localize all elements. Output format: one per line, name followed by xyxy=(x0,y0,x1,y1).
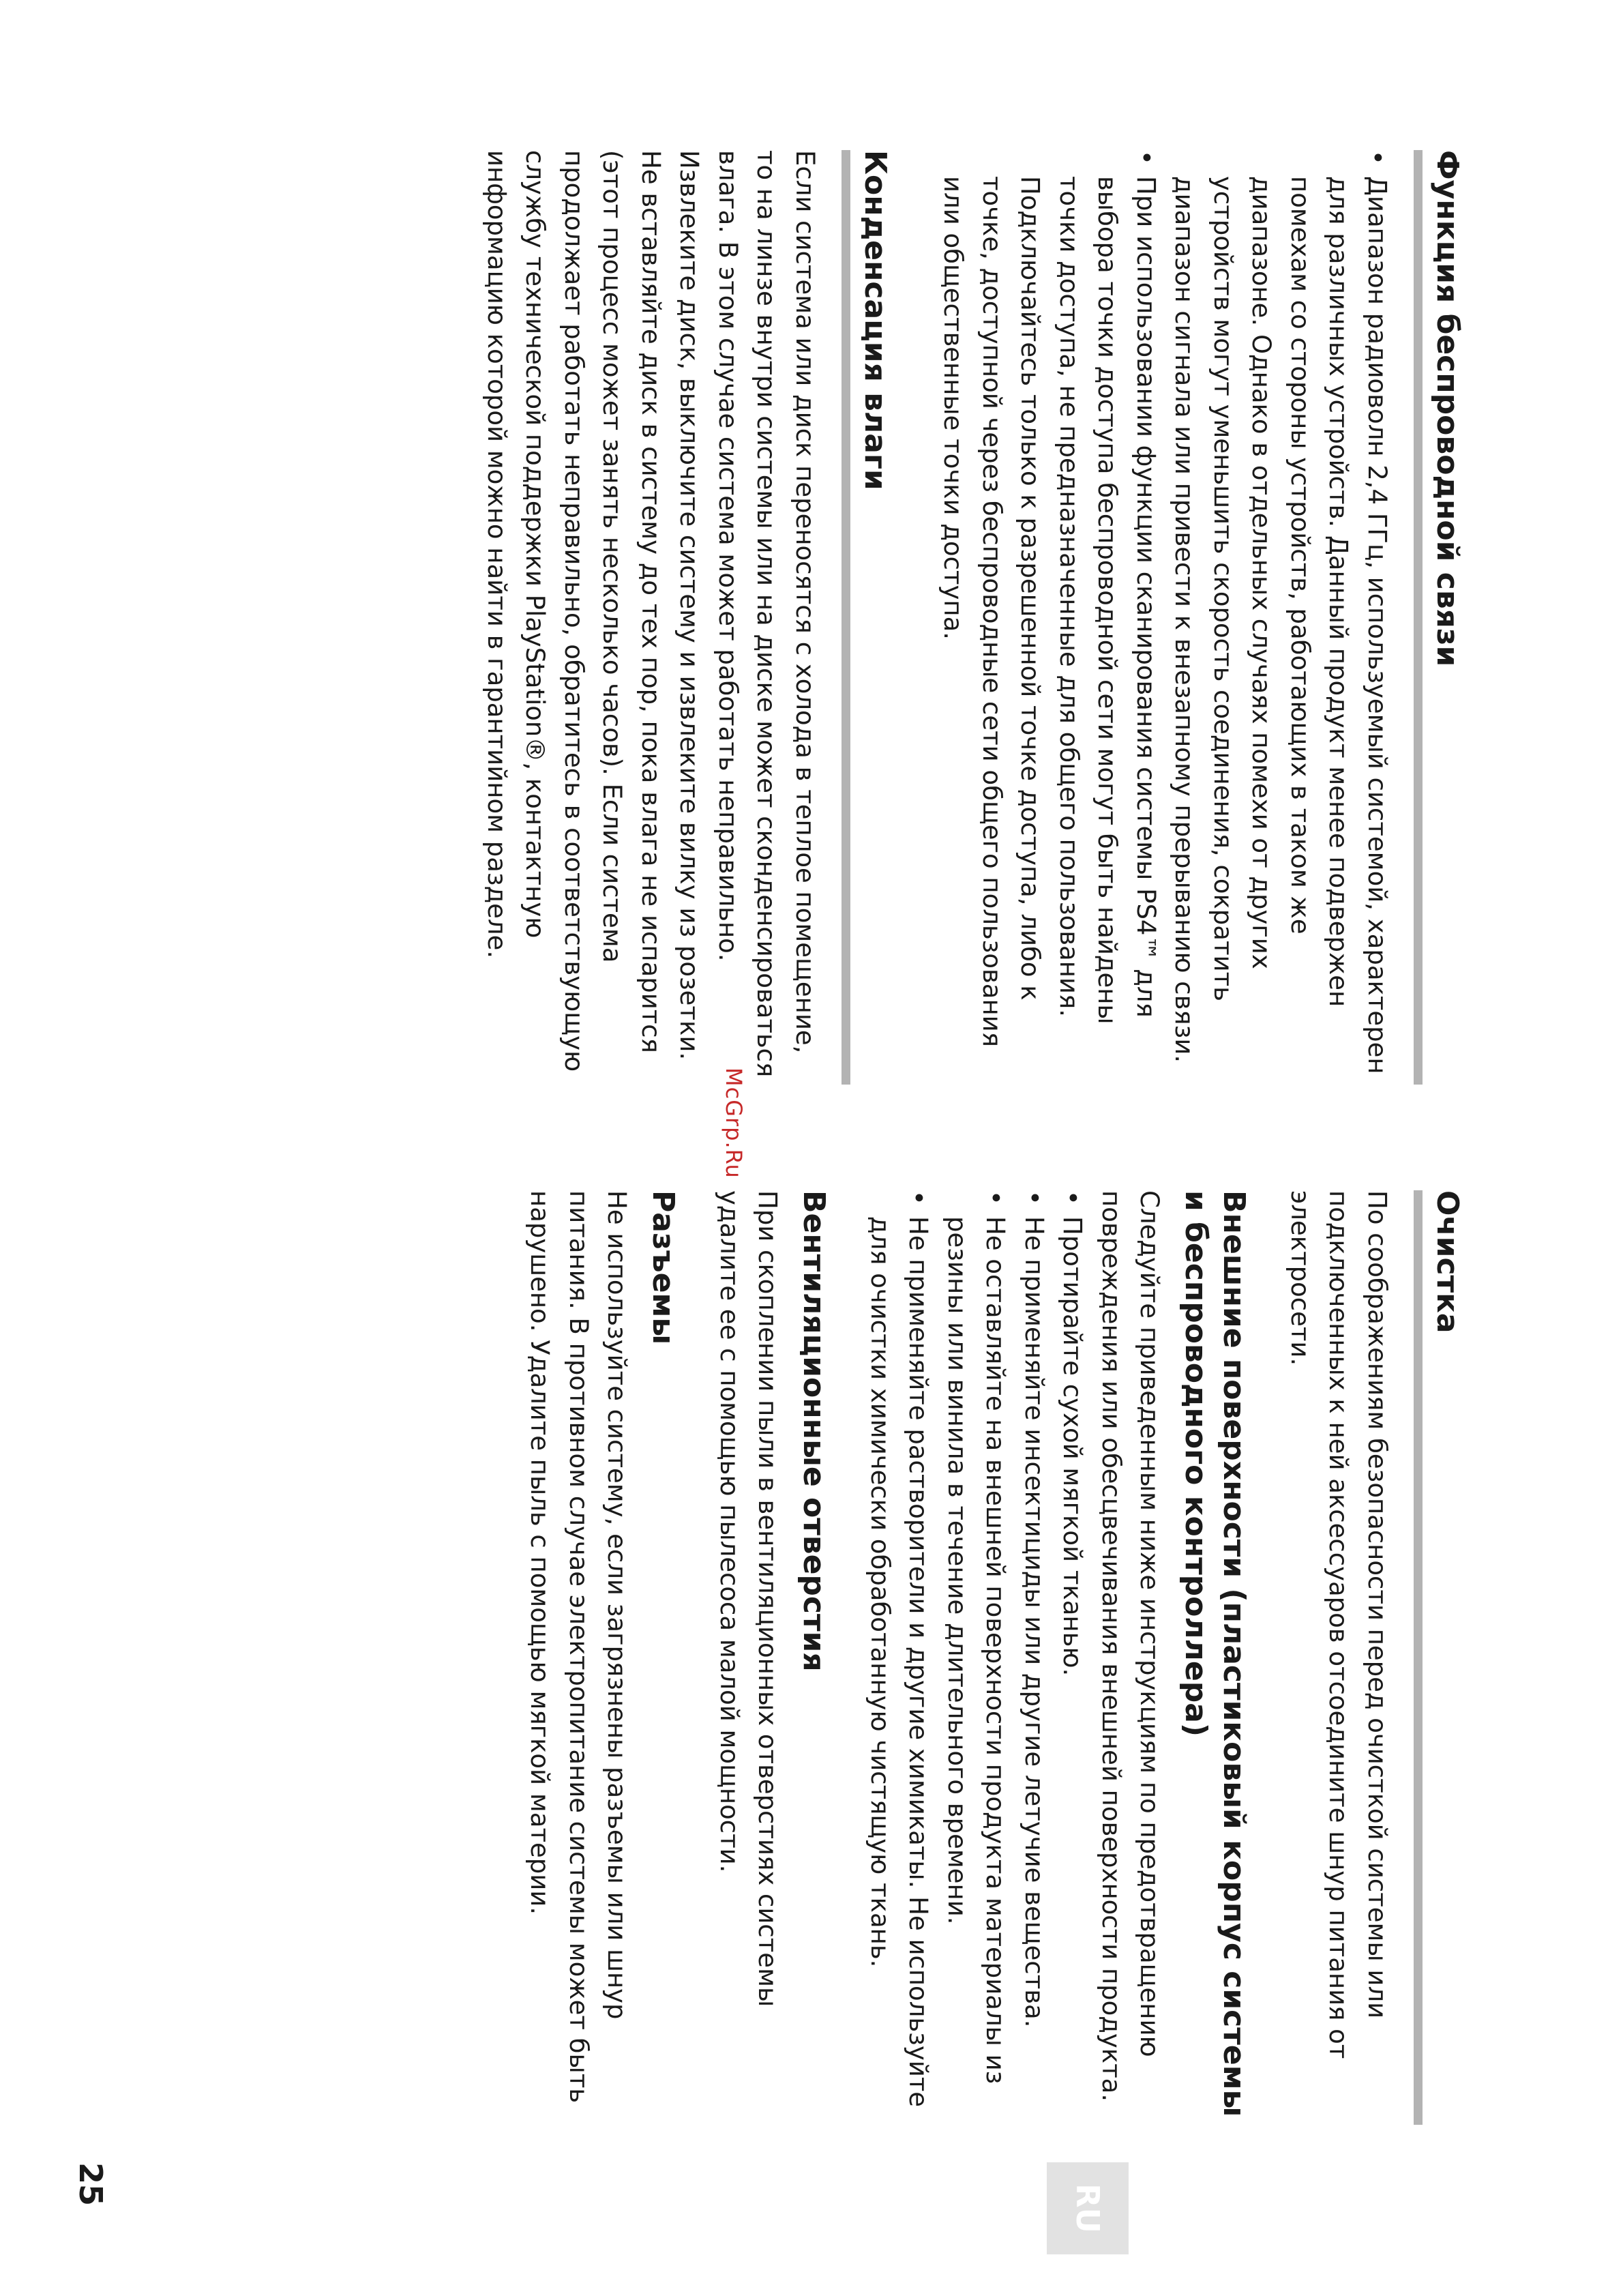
list-item xyxy=(1015,1190,1054,2125)
left-column xyxy=(477,150,1467,1085)
list-item xyxy=(934,150,1165,1085)
cleaning-text: По соображениям безопасности перед очисткой системы или подключенных к ней аксессуаров отсоедините шнур питания от электросети. xyxy=(1285,1190,1392,2059)
list-item xyxy=(861,1190,938,2125)
vents-heading: Вентиляционные отверстия xyxy=(796,1190,832,1672)
condensation-section xyxy=(477,150,895,1085)
bullet-icon: • xyxy=(904,1190,934,1205)
ports-heading: Разъемы xyxy=(646,1190,681,1345)
language-tab-label: RU xyxy=(1069,2183,1106,2233)
exterior-heading: Внешние поверхности (пластиковый корпус системы и беспроводного контроллера) xyxy=(1178,1190,1252,2117)
bullet-icon: • xyxy=(1019,1190,1049,1205)
vents-text: При скоплении пыли в вентиляционных отверстиях системы удалите ее с помощью пылесоса малой мощности. xyxy=(715,1190,783,2007)
cleaning-section xyxy=(1281,1190,1467,2125)
language-tab xyxy=(1047,2162,1129,2254)
wireless-bullets xyxy=(934,150,1396,1085)
watermark: McGrp.Ru xyxy=(721,1068,747,1179)
ports-section xyxy=(520,1190,683,2125)
wireless-heading: Функция беспроводной связи xyxy=(1414,150,1466,1085)
page-number: 25 xyxy=(72,2162,109,2207)
bullet-icon: • xyxy=(981,1190,1011,1205)
bullet-icon: • xyxy=(1363,150,1392,165)
condensation-text: Если система или диск переносятся с холода в теплое помещение, то на линзе внутри системы или на диске может сконденсироваться влага. В этом случае система может работать неправильно. Извлеките диск, выключите систему и извлеките вилку из розетки. Не вставляйте диск в систему до тех пор, пока влага не испарится (этот процесс может занять несколько часов). Если система продолжает работать неправильно, обратитесь в соответствующую службу технической поддержки PlayStation®, контактную информацию которой можно найти в гарантийном разделе. xyxy=(482,150,820,1078)
exterior-bullet-3: Не оставляйте на внешней поверхности продукта материалы из резины или винила в течение длительного времени. xyxy=(942,1216,1011,2085)
exterior-bullets xyxy=(861,1190,1092,2125)
wireless-section xyxy=(934,150,1466,1085)
exterior-intro: Следуйте приведенным ниже инструкциям по предотвращению повреждения или обесцвечивания внешней поверхности продукта. xyxy=(1097,1190,1165,2102)
bullet-icon: • xyxy=(1131,150,1161,165)
bullet-icon: • xyxy=(1058,1190,1088,1205)
cleaning-heading: Очистка xyxy=(1414,1190,1466,2125)
condensation-heading: Конденсация влаги xyxy=(842,150,894,1085)
vents-section xyxy=(710,1190,833,2125)
right-column xyxy=(520,1190,1466,2125)
exterior-bullet-4: Не применяйте растворители и другие химикаты. Не используйте для очистки химически обработанную чистящую ткань. xyxy=(865,1216,934,2108)
wireless-bullet-2: При использовании функции сканирования системы PS4™ для выбора точки доступа беспроводной сети могут быть найдены точки доступа, не предназначенные для общего пользования. Подключайтесь только к разрешенной точке доступа, либо к точке, доступной через беспроводные сети общего пользования или общественные точки доступа. xyxy=(938,176,1161,1047)
list-item xyxy=(1053,1190,1092,2125)
exterior-bullet-1: Протирайте сухой мягкой тканью. xyxy=(1058,1216,1088,1677)
exterior-bullet-2: Не применяйте инсектициды или другие летучие вещества. xyxy=(1019,1216,1049,2028)
ports-text: Не используйте систему, если загрязнены разъемы или шнур питания. В противном случае электропитание системы может быть нарушено. Удалите пыль с помощью мягкой материи. xyxy=(525,1190,632,2104)
wireless-bullet-1: Диапазон радиоволн 2,4 ГГц, используемый системой, характерен для различных устройств. Данный продукт менее подвержен помехам со стороны устройств, работающих в таком же диапазоне. Однако в отдельных случаях помехи от других устройств могут уменьшить скорость соединения, сократить диапазон сигнала или привести к внезапному прерыванию связи. xyxy=(1170,176,1392,1074)
list-item xyxy=(938,1190,1015,2125)
list-item xyxy=(1165,150,1396,1085)
exterior-section xyxy=(861,1190,1253,2125)
